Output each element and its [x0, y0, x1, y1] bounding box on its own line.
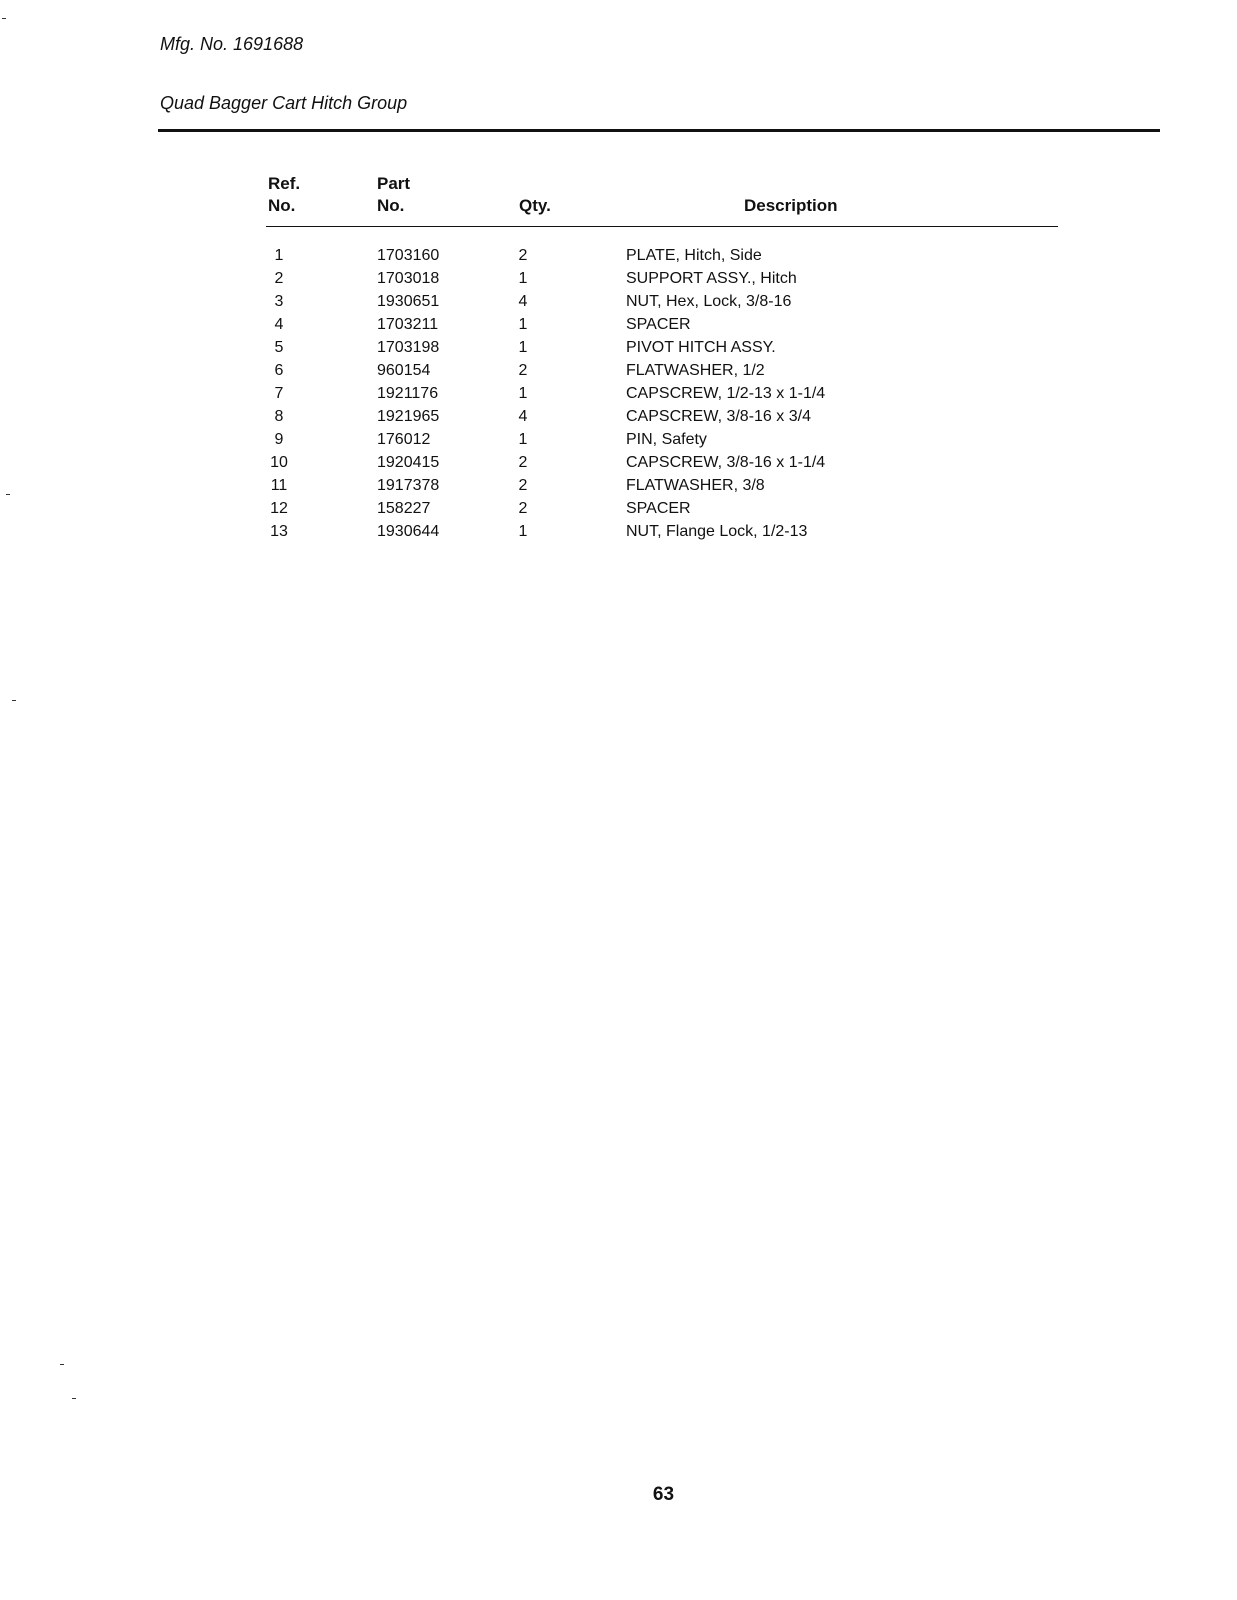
part-number-cell: 1703160	[377, 247, 440, 264]
ref-cell: 4	[274, 316, 284, 333]
table-row	[0, 382, 1237, 405]
scan-speck	[2, 18, 6, 19]
qty-cell: 1	[518, 316, 528, 333]
ref-cell: 2	[274, 270, 284, 287]
description-cell: NUT, Flange Lock, 1/2-13	[626, 523, 808, 540]
top-rule	[158, 129, 1160, 132]
description-cell: PIN, Safety	[626, 431, 707, 448]
table-row	[0, 405, 1237, 428]
description-cell: CAPSCREW, 3/8-16 x 3/4	[626, 408, 811, 425]
part-number-cell: 1930651	[377, 293, 440, 310]
description-cell: PLATE, Hitch, Side	[626, 247, 762, 264]
ref-cell: 3	[274, 293, 284, 310]
scan-speck	[12, 700, 16, 701]
qty-cell: 1	[518, 339, 528, 356]
ref-cell: 7	[274, 385, 284, 402]
table-row	[0, 290, 1237, 313]
description-cell: CAPSCREW, 1/2-13 x 1-1/4	[626, 385, 826, 402]
header-description: Description	[744, 196, 838, 215]
header-part	[377, 173, 410, 217]
ref-cell: 11	[270, 477, 288, 494]
page-number: 63	[652, 1484, 675, 1505]
table-row	[0, 474, 1237, 497]
ref-cell: 5	[274, 339, 284, 356]
header-part-line1: Part	[377, 174, 411, 193]
header-ref-line2: No.	[268, 196, 296, 215]
description-cell: CAPSCREW, 3/8-16 x 1-1/4	[626, 454, 826, 471]
qty-cell: 2	[518, 500, 528, 517]
header-ref	[268, 173, 300, 217]
table-row	[0, 244, 1237, 267]
part-number-cell: 176012	[377, 431, 431, 448]
ref-cell: 9	[274, 431, 284, 448]
part-number-cell: 1920415	[377, 454, 440, 471]
table-row	[0, 520, 1237, 543]
table-row	[0, 428, 1237, 451]
ref-cell: 6	[274, 362, 284, 379]
qty-cell: 1	[518, 523, 528, 540]
ref-cell: 10	[270, 454, 288, 471]
scan-speck	[72, 1398, 76, 1399]
qty-cell: 2	[518, 362, 528, 379]
description-cell: SUPPORT ASSY., Hitch	[626, 270, 797, 287]
table-row	[0, 267, 1237, 290]
table-row	[0, 336, 1237, 359]
part-number-cell: 960154	[377, 362, 431, 379]
qty-cell: 1	[518, 431, 528, 448]
part-number-cell: 1703018	[377, 270, 440, 287]
description-cell: NUT, Hex, Lock, 3/8-16	[626, 293, 792, 310]
qty-cell: 2	[518, 454, 528, 471]
scan-speck	[60, 1364, 64, 1365]
part-number-cell: 1703211	[377, 316, 439, 333]
part-number-cell: 1930644	[377, 523, 440, 540]
table-row	[0, 497, 1237, 520]
qty-cell: 4	[518, 293, 528, 310]
description-cell: SPACER	[626, 316, 691, 333]
scan-speck	[6, 494, 10, 495]
table-row	[0, 451, 1237, 474]
description-cell: PIVOT HITCH ASSY.	[626, 339, 776, 356]
qty-cell: 4	[518, 408, 528, 425]
header-qty: Qty.	[519, 196, 551, 215]
part-number-cell: 1921176	[377, 385, 439, 402]
part-number-cell: 1917378	[377, 477, 440, 494]
header-rule	[266, 226, 1058, 227]
description-cell: FLATWASHER, 1/2	[626, 362, 765, 379]
description-cell: FLATWASHER, 3/8	[626, 477, 765, 494]
ref-cell: 12	[270, 500, 288, 517]
qty-cell: 2	[518, 477, 528, 494]
header-part-line2: No.	[377, 196, 405, 215]
part-number-cell: 158227	[377, 500, 431, 517]
qty-cell: 2	[518, 247, 528, 264]
mfg-number: Mfg. No. 1691688	[160, 34, 304, 54]
table-row	[0, 313, 1237, 336]
ref-cell: 1	[274, 247, 284, 264]
ref-cell: 8	[274, 408, 284, 425]
parts-table-body	[0, 244, 1237, 543]
group-title: Quad Bagger Cart Hitch Group	[160, 93, 408, 113]
qty-cell: 1	[518, 270, 528, 287]
table-row	[0, 359, 1237, 382]
ref-cell: 13	[270, 523, 288, 540]
description-cell: SPACER	[626, 500, 691, 517]
header-ref-line1: Ref.	[268, 174, 301, 193]
qty-cell: 1	[518, 385, 528, 402]
part-number-cell: 1703198	[377, 339, 440, 356]
part-number-cell: 1921965	[377, 408, 440, 425]
